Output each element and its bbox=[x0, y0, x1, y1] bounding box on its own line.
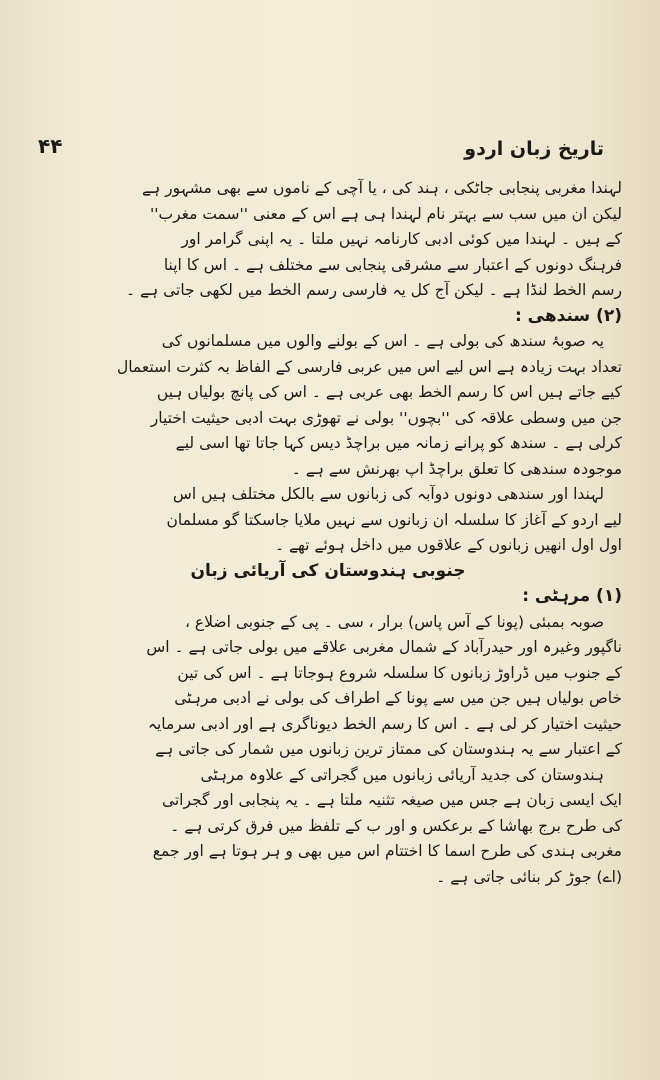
text-line: مغربی ہندی کی طرح اسما کا اختتام اس میں بھی و ہر ہوتا ہے اور جمع bbox=[152, 842, 622, 860]
text-line: فرہنگ دونوں کے اعتبار سے مشرقی پنجابی سے مختلف ہے ۔ اس کا اپنا bbox=[163, 255, 622, 274]
text-line: لیے اردو کے آغاز کا سلسلہ ان زبانوں سے نہیں ملایا جاسکتا گو مسلمان bbox=[166, 510, 622, 529]
text-line: ہندوستان کی جدید آریائی زبانوں میں گجراتی کے علاوہ مرہٹی bbox=[200, 765, 604, 784]
text-line: (اے) جوڑ کر بنائی جاتی ہے ۔ bbox=[436, 867, 622, 886]
text-line: کیے جاتے ہیں اس کا رسم الخط بھی عربی ہے ۔ اس کی پانچ بولیاں ہیں bbox=[156, 383, 622, 401]
text-line: ایک ایسی زبان ہے جس میں صیغہ تثنیہ ملتا ہے ۔ یہ پنجابی اور گجراتی bbox=[161, 791, 622, 809]
text-line: لہندا مغربی پنجابی جاٹکی ، ہند کی ، یا آچی کے ناموں سے بھی مشہور ہے bbox=[142, 179, 622, 197]
paragraph-marathi bbox=[34, 610, 622, 763]
text-line: تعداد بہت زیادہ ہے اس لیے اس میں عربی فارسی کے الفاظ بہ کثرت استعمال bbox=[116, 357, 622, 376]
text-line: لیکن ان میں سب سے بہتر نام لہندا ہی ہے اس کے معنی ''سمت مغرب'' bbox=[149, 204, 622, 223]
section-heading-south: جنوبی ہندوستان کی آریائی زبان bbox=[190, 560, 466, 581]
page-content bbox=[34, 176, 622, 890]
text-line: یہ صوبۂ سندھ کی بولی ہے ۔ اس کے بولنے والوں میں مسلمانوں کی bbox=[161, 332, 604, 350]
text-line: اول اول انھیں زبانوں کے علاقوں میں داخل ہوئے تھے ۔ bbox=[274, 536, 622, 554]
text-line: کرلی ہے ۔ سندھ کو پرانے زمانہ میں براچڈ دیس کہا جاتا تھا اسی لیے bbox=[175, 434, 622, 452]
running-title: تاریخ زبان اردو bbox=[464, 138, 604, 160]
heading-marathi: (۱) مرہٹی : bbox=[522, 586, 622, 606]
paragraph-lahnda-sindhi bbox=[34, 482, 622, 559]
paragraph-lahnda bbox=[34, 176, 622, 304]
text-line: صوبہ بمبئی (پونا کے آس پاس) برار ، سی ۔ پی کے جنوبی اضلاع ، bbox=[185, 612, 604, 631]
text-line: ناگپور وغیرہ اور حیدرآباد کے شمال مغربی علاقے میں بولی جاتی ہے ۔ اس bbox=[146, 638, 622, 656]
paragraph-marathi-features bbox=[34, 763, 622, 891]
text-line: لہندا اور سندھی دونوں دوآبہ کی زبانوں سے بالکل مختلف ہیں اس bbox=[172, 485, 604, 503]
paragraph-sindhi bbox=[34, 329, 622, 482]
text-line: رسم الخط لنڈا ہے ۔ لیکن آج کل یہ فارسی رسم الخط میں لکھی جاتی ہے ۔ bbox=[125, 281, 622, 299]
page-number: ۴۴ bbox=[38, 134, 63, 158]
text-line: کے اعتبار سے یہ ہندوستان کی ممتاز ترین زبانوں میں شمار کی جاتی ہے bbox=[155, 740, 622, 758]
text-line: حیثیت اختیار کر لی ہے ۔ اس کا رسم الخط دیوناگری ہے اور ادبی سرمایہ bbox=[147, 714, 622, 733]
page-header bbox=[38, 134, 604, 172]
text-line: کی طرح برج بھاشا کے برعکس و اور ب کے تلفظ میں فرق کرتی ہے ۔ bbox=[170, 816, 622, 835]
text-line: موجودہ سندھی کا تعلق براچڈ اپ بھرنش سے ہے ۔ bbox=[291, 459, 622, 478]
text-line: جن میں وسطی علاقہ کی ''بچوں'' بولی نے تھوڑی بہت ادبی حیثیت اختیار bbox=[150, 408, 622, 427]
text-line: خاص بولیاں ہیں جن میں سے پونا کے اطراف کی بولی نے ادبی مرہٹی bbox=[174, 689, 622, 707]
text-line: کے جنوب میں ڈراوڑ زبانوں کا سلسلہ شروع ہوجاتا ہے ۔ اس کی تین bbox=[177, 663, 622, 682]
text-line: کے ہیں ۔ لہندا میں کوئی ادبی کارنامہ نہیں ملتا ۔ یہ اپنی گرامر اور bbox=[181, 230, 622, 248]
heading-sindhi: (۲) سندھی : bbox=[514, 305, 622, 326]
